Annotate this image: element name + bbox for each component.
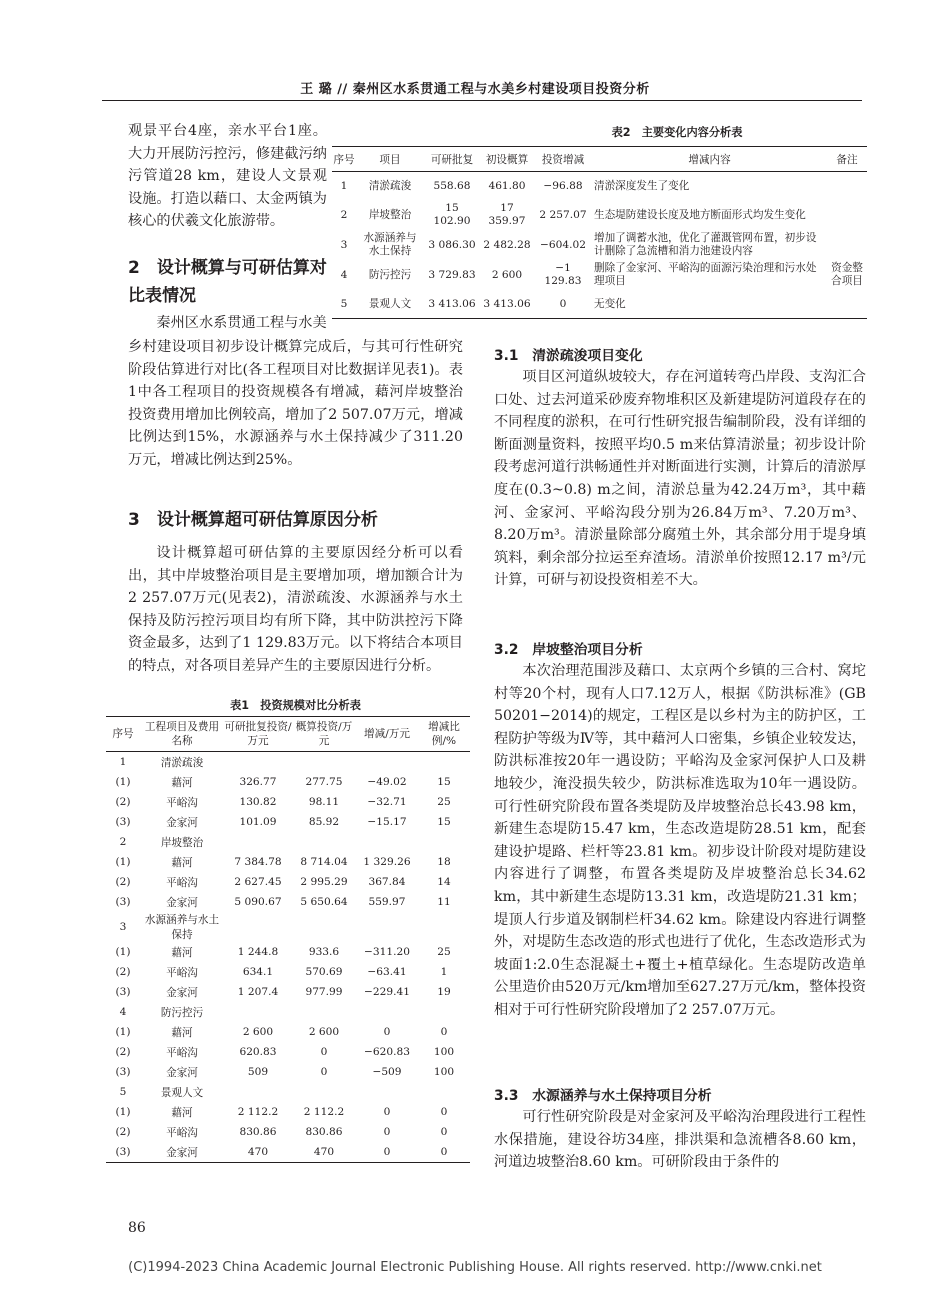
t1-cell: 3 <box>119 921 127 933</box>
t1-cell: 85.92 <box>308 816 340 828</box>
t2-header-cell: 可研批复 <box>424 147 480 172</box>
t2-cell: 5 <box>332 290 356 319</box>
t1-cell: 25 <box>437 946 451 958</box>
t2-cell: 4 <box>340 268 348 281</box>
t1-cell <box>356 1002 418 1022</box>
t1-cell: 1 <box>440 966 448 978</box>
t1-cell: 559.97 <box>368 896 406 908</box>
t1-cell: 470 <box>292 1142 356 1163</box>
t2-row <box>332 200 867 230</box>
t1-cell <box>356 912 418 942</box>
t1-cell: 2 600 <box>242 1026 274 1038</box>
subsection-3-2-heading: 3.2 岸坡整治项目分析 <box>494 642 643 658</box>
t1-cell <box>418 912 470 942</box>
section-2-text-a: 秦州区水系贯通工程与水美 <box>156 315 327 331</box>
t1-row <box>106 1102 470 1122</box>
t1-cell: 25 <box>437 796 451 808</box>
t1-cell: 0 <box>383 1126 391 1138</box>
t1-cell: −15.17 <box>367 816 407 828</box>
t1-cell: 8 714.04 <box>300 856 348 868</box>
t1-cell: 830.86 <box>239 1126 277 1138</box>
t2-header-cell: 项目 <box>356 147 424 172</box>
t1-row <box>106 792 470 812</box>
t1-cell: −311.20 <box>364 946 410 958</box>
t1-cell: 509 <box>247 1066 269 1078</box>
t1-cell <box>418 1002 470 1022</box>
t1-cell: (1) <box>115 856 131 868</box>
t1-cell: (3) <box>115 986 131 998</box>
t2-cell: 3 729.83 <box>428 268 476 281</box>
t1-cell: −229.41 <box>364 986 410 998</box>
section-3-heading: 3 设计概算超可研估算原因分析 <box>128 510 378 530</box>
t1-cell: 2 112.2 <box>303 1106 345 1118</box>
t2-cell: 删除了金家河、平峪沟的面源污染治理和污水处理项目 <box>594 262 817 287</box>
t2-cell: 461.80 <box>488 179 526 192</box>
section-3-paragraph <box>128 542 463 678</box>
t1-row <box>106 912 470 942</box>
t1-row <box>106 1042 470 1062</box>
t1-cell <box>292 912 356 942</box>
t1-cell: 2 112.2 <box>237 1106 279 1118</box>
t1-cell: (3) <box>115 1066 131 1078</box>
section-2-text-b: 乡村建设项目初步设计概算完成后，与其可行性研究阶段估算进行对比(各工程项目对比数据详见表1)。表1中各工程项目的投资规模各有增减，藉河岸坡整治投资费用增加比例较高，增加了2 507.07万元，增减比例达到15%，水源涵养与水土保持减少了311.20万元，增减比例达到25%。 <box>128 339 463 468</box>
t2-header-cell: 初设概算 <box>480 147 534 172</box>
table-1 <box>106 716 470 1163</box>
t1-cell: 0 <box>440 1106 448 1118</box>
t1-cell: 0 <box>320 1066 328 1078</box>
t1-row <box>106 1082 470 1102</box>
t1-cell <box>224 912 292 942</box>
t2-cell <box>827 200 867 230</box>
t1-cell: (3) <box>115 896 131 908</box>
t1-cell: 367.84 <box>368 876 406 888</box>
running-header: 王 璐 // 秦州区水系贯通工程与水美乡村建设项目投资分析 <box>300 82 650 97</box>
t1-cell: 平峪沟 <box>166 1126 198 1139</box>
t2-cell: 2 600 <box>491 268 523 281</box>
t1-cell: 100 <box>433 1046 455 1058</box>
t1-cell: 2 995.29 <box>300 876 348 888</box>
t1-cell: 326.77 <box>239 776 277 788</box>
subsection-3-3-paragraph <box>494 1106 866 1174</box>
t1-cell <box>292 1002 356 1022</box>
t1-cell: (3) <box>106 1142 140 1163</box>
t1-header-cell: 概算投资/万元 <box>292 717 356 752</box>
t1-cell: 101.09 <box>239 816 277 828</box>
t1-cell: 平峪沟 <box>166 966 198 979</box>
t1-cell: 5 <box>119 1086 127 1098</box>
t1-cell: (2) <box>115 796 131 808</box>
t2-cell: 15 102.90 <box>433 202 471 227</box>
t1-cell: 2 600 <box>308 1026 340 1038</box>
t1-cell: 14 <box>437 876 451 888</box>
t1-cell: 0 <box>440 1126 448 1138</box>
t1-cell: (1) <box>115 1026 131 1038</box>
t1-cell: 100 <box>433 1066 455 1078</box>
t1-cell: 620.83 <box>239 1046 277 1058</box>
t1-row <box>106 892 470 912</box>
section-2-paragraph-b <box>128 336 463 472</box>
t1-cell: (1) <box>115 946 131 958</box>
t1-cell <box>292 752 356 773</box>
table-2 <box>332 146 867 319</box>
t1-cell: 藉河 <box>171 776 193 789</box>
t1-cell <box>356 1082 418 1102</box>
t2-header-cell: 投资增减 <box>534 147 592 172</box>
t2-cell: 生态堤防建设长度及地方断面形式均发生变化 <box>594 208 806 221</box>
t2-cell: −604.02 <box>540 238 586 251</box>
t1-cell: 金家河 <box>166 986 198 999</box>
table-1-header-row <box>106 717 470 752</box>
t1-cell: 19 <box>437 986 451 998</box>
t2-row <box>332 290 867 319</box>
t1-cell <box>356 752 418 773</box>
left-top-text: 观景平台4座，亲水平台1座。大力开展防污控污，修建截污纳污管道28 km，建设人文景观设施。打造以藉口、太金两镇为核心的伏羲文化旅游带。 <box>128 123 327 230</box>
t2-cell: 1 <box>340 179 348 192</box>
t1-cell: 0 <box>320 1046 328 1058</box>
t2-cell: 3 086.30 <box>428 238 476 251</box>
t2-cell: 3 <box>340 238 348 251</box>
t1-cell: −32.71 <box>367 796 407 808</box>
t1-cell: 830.86 <box>305 1126 343 1138</box>
t1-cell: 15 <box>437 776 451 788</box>
t1-cell: (1) <box>115 776 131 788</box>
t1-cell: 金家河 <box>166 1066 198 1079</box>
subsection-3-1-heading: 3.1 清淤疏浚项目变化 <box>494 348 643 364</box>
t2-cell: 清淤疏浚 <box>368 179 412 192</box>
t1-cell <box>224 752 292 773</box>
t1-cell: 0 <box>383 1106 391 1118</box>
t2-cell <box>827 172 867 201</box>
table-1-caption: 表1 投资规模对比分析表 <box>230 699 361 712</box>
t1-cell: 4 <box>119 1006 127 1018</box>
t1-cell: 0 <box>418 1142 470 1163</box>
t2-cell: 558.68 <box>433 179 471 192</box>
t1-cell: 水源涵养与水土保持 <box>144 914 220 941</box>
t1-cell: 2 <box>119 836 127 848</box>
t1-cell <box>356 832 418 852</box>
t2-cell <box>827 230 867 260</box>
t1-cell: 防污控污 <box>160 1006 204 1019</box>
table-1-body <box>106 752 470 1163</box>
t1-cell: 5 650.64 <box>300 896 348 908</box>
t2-cell: 景观人文 <box>356 290 424 319</box>
t1-cell <box>224 1002 292 1022</box>
subsection-3-3-heading: 3.3 水源涵养与水土保持项目分析 <box>494 1088 712 1104</box>
t1-cell: 平峪沟 <box>166 876 198 889</box>
t1-cell: 1 <box>119 756 127 768</box>
t1-cell: 平峪沟 <box>166 1046 198 1059</box>
t1-cell: (2) <box>115 1046 131 1058</box>
t1-cell: 5 090.67 <box>234 896 282 908</box>
t1-cell: 金家河 <box>140 1142 224 1163</box>
t1-cell: 933.6 <box>308 946 340 958</box>
copyright-footer: (C)1994-2023 China Academic Journal Electronic Publishing House. All rights reserved. http://www.cnki.net <box>128 1260 822 1275</box>
t1-row <box>106 942 470 962</box>
t1-cell: 平峪沟 <box>166 796 198 809</box>
t1-row <box>106 1062 470 1082</box>
t1-row <box>106 872 470 892</box>
t1-cell <box>292 1082 356 1102</box>
t2-row <box>332 172 867 201</box>
t1-row <box>106 962 470 982</box>
t1-cell: 金家河 <box>166 816 198 829</box>
t1-cell <box>292 832 356 852</box>
t1-cell: 15 <box>437 816 451 828</box>
t1-cell: 藉河 <box>171 856 193 869</box>
t1-cell: 藉河 <box>171 946 193 959</box>
t1-cell: 0 <box>356 1142 418 1163</box>
t2-cell: −96.88 <box>543 179 583 192</box>
t1-cell: −63.41 <box>367 966 407 978</box>
t1-cell <box>418 752 470 773</box>
t2-cell: 岸坡整治 <box>368 208 412 221</box>
t1-row <box>106 772 470 792</box>
t1-cell: 634.1 <box>242 966 274 978</box>
section-2-paragraph-a <box>128 312 338 335</box>
t1-cell: (2) <box>115 876 131 888</box>
t1-cell: 7 384.78 <box>234 856 282 868</box>
t1-row <box>106 1022 470 1042</box>
t1-cell: 277.75 <box>305 776 343 788</box>
section-2-heading: 2 设计概算与可研估算对比表情况 <box>128 258 327 306</box>
t1-cell <box>418 832 470 852</box>
t2-cell: 无变化 <box>592 290 827 319</box>
t2-cell: 水源涵养与水土保持 <box>363 232 417 257</box>
page-number: 86 <box>128 1220 146 1236</box>
subsection-3-2-text: 本次治理范围涉及藉口、太京两个乡镇的三合村、窝坨村等20个村，现有人口7.12万人，根据《防洪标准》(GB 50201−2014)的规定，工程区是以乡村为主的防护区，工程防护等级为Ⅳ等，其中藉河人口密集，乡镇企业较发达，防洪标准按20年一遇设防；平峪沟及金家河保护人口及耕地较少，淹没损失较少，防洪标准选取为10年一遇设防。可行性研究阶段布置各类堤防及岸坡整治总长43.98 km，新建生态堤防15.47 km，生态改造堤防28.51 km，配套建设护堤路、栏杆等23.81 km。初步设计阶段对堤防建设内容进行了调整，布置各类堤防及岸坡整治总长34.62 km，其中新建生态堤防13.31 km，改造堤防21.31 km；堤顶人行步道及钢制栏杆34.62 km。除建设内容进行调整外，对堤防生态改造的形式也进行了优化，生态改造形式为坡面1:2.0生态混凝土+覆土+植草绿化。生态堤防改造单公里造价由520万元/km增加至627.27万元/km，整体投资相对于可行性研究阶段增加了2 257.07万元。 <box>494 663 866 1018</box>
t2-cell: 17 359.97 <box>488 202 526 227</box>
t2-cell: −1 129.83 <box>544 262 582 287</box>
subsection-3-2-paragraph <box>494 660 866 1022</box>
t2-cell: 2 <box>340 208 348 221</box>
t1-cell: 0 <box>383 1026 391 1038</box>
t1-cell: 1 329.26 <box>363 856 411 868</box>
subsection-3-1-paragraph <box>494 366 866 592</box>
t1-header-cell: 可研批复投资/万元 <box>224 717 292 752</box>
t2-cell: 2 257.07 <box>539 208 587 221</box>
t1-cell: 470 <box>224 1142 292 1163</box>
t2-cell: 0 <box>534 290 592 319</box>
t1-header-cell: 增减比例/% <box>418 717 470 752</box>
t1-cell <box>224 832 292 852</box>
subsection-3-1-text: 项目区河道纵坡较大，存在河道转弯凸岸段、支沟汇合口处、过去河道采砂废弃物堆积区及新建堤防河道段存在的不同程度的淤积，在可行性研究报告编制阶段，没有详细的断面测量资料，按照平均0.5 m来估算清淤量；初步设计阶段考虑河道行洪畅通性并对断面进行实测，计算后的清淤厚度在(0.3~0.8) m之间，清淤总量为42.24万m³，其中藉河、金家河、平峪沟段分别为26.84万m³、7.20万m³、8.20万m³。清淤量除部分腐殖土外，其余部分用于堤身填筑料，剩余部分拉运至弃渣场。清淤单价按照12.17 m³/元计算，可研与初设投资相差不大。 <box>494 369 866 589</box>
t1-cell: 977.99 <box>305 986 343 998</box>
t2-cell: 3 413.06 <box>480 290 534 319</box>
t1-cell: 130.82 <box>239 796 277 808</box>
t1-cell: 1 244.8 <box>237 946 279 958</box>
left-top-paragraph <box>128 120 327 233</box>
t2-header-cell: 备注 <box>827 147 867 172</box>
t2-cell: 增加了调蓄水池，优化了灌溉管网布置，初步设计删除了急流槽和消力池建设内容 <box>594 232 817 257</box>
t1-cell: 98.11 <box>308 796 340 808</box>
t1-row <box>106 982 470 1002</box>
t2-row <box>332 260 867 290</box>
t2-cell <box>827 290 867 319</box>
t1-cell: −509 <box>372 1066 402 1078</box>
t2-cell: 资金整合项目 <box>831 262 863 287</box>
t1-row <box>106 812 470 832</box>
t1-cell <box>418 1082 470 1102</box>
table-2-body <box>332 172 867 319</box>
t1-header-cell: 增减/万元 <box>356 717 418 752</box>
t1-cell: 570.69 <box>305 966 343 978</box>
t1-cell: 18 <box>437 856 451 868</box>
t1-cell <box>224 1082 292 1102</box>
t1-row <box>106 1002 470 1022</box>
header-rule <box>102 100 862 101</box>
t1-cell: 1 207.4 <box>237 986 279 998</box>
t1-row <box>106 1122 470 1142</box>
t1-cell: (3) <box>115 816 131 828</box>
t1-row <box>106 852 470 872</box>
t1-cell: (2) <box>115 966 131 978</box>
t2-header-cell: 序号 <box>332 147 356 172</box>
t1-row <box>106 1142 470 1163</box>
t1-cell: 景观人文 <box>160 1086 204 1099</box>
t1-cell: (2) <box>115 1126 131 1138</box>
table-2-header-row <box>332 147 867 172</box>
t2-cell: 2 482.28 <box>483 238 531 251</box>
t1-cell: 2 627.45 <box>234 876 282 888</box>
t2-cell: 清淤深度发生了变化 <box>594 179 690 192</box>
t2-cell: 防污控污 <box>368 268 412 281</box>
t2-row <box>332 230 867 260</box>
t1-cell: 11 <box>437 896 451 908</box>
t1-row <box>106 832 470 852</box>
t1-header-cell: 工程项目及费用名称 <box>140 717 224 752</box>
t1-cell: 藉河 <box>171 1026 193 1039</box>
t1-cell: 0 <box>440 1026 448 1038</box>
t1-cell: 金家河 <box>166 896 198 909</box>
t1-row <box>106 752 470 773</box>
t1-cell: −620.83 <box>364 1046 410 1058</box>
t2-cell: 3 413.06 <box>424 290 480 319</box>
t1-cell: 岸坡整治 <box>160 836 204 849</box>
section-3-text: 设计概算超可研估算的主要原因经分析可以看出，其中岸坡整治项目是主要增加项，增加额合计为2 257.07万元(见表2)，清淤疏浚、水源涵养与水土保持及防污控污项目均有所下降，其中防洪控污下降资金最多，达到了1 129.83万元。以下将结合本项目的特点，对各项目差异产生的主要原因进行分析。 <box>128 545 463 674</box>
t1-header-cell: 序号 <box>106 717 140 752</box>
t1-cell: −49.02 <box>367 776 407 788</box>
table-2-caption: 表2 主要变化内容分析表 <box>611 126 743 139</box>
t2-header-cell: 增减内容 <box>592 147 827 172</box>
t1-cell: 清淤疏浚 <box>160 756 204 769</box>
t1-cell: (1) <box>115 1106 131 1118</box>
subsection-3-3-text: 可行性研究阶段是对金家河及平峪沟治理段进行工程性水保措施，建设谷坊34座，排洪渠和急流槽各8.60 km，河道边坡整治8.60 km。可研阶段由于条件的 <box>494 1109 866 1171</box>
t1-cell: 藉河 <box>171 1106 193 1119</box>
